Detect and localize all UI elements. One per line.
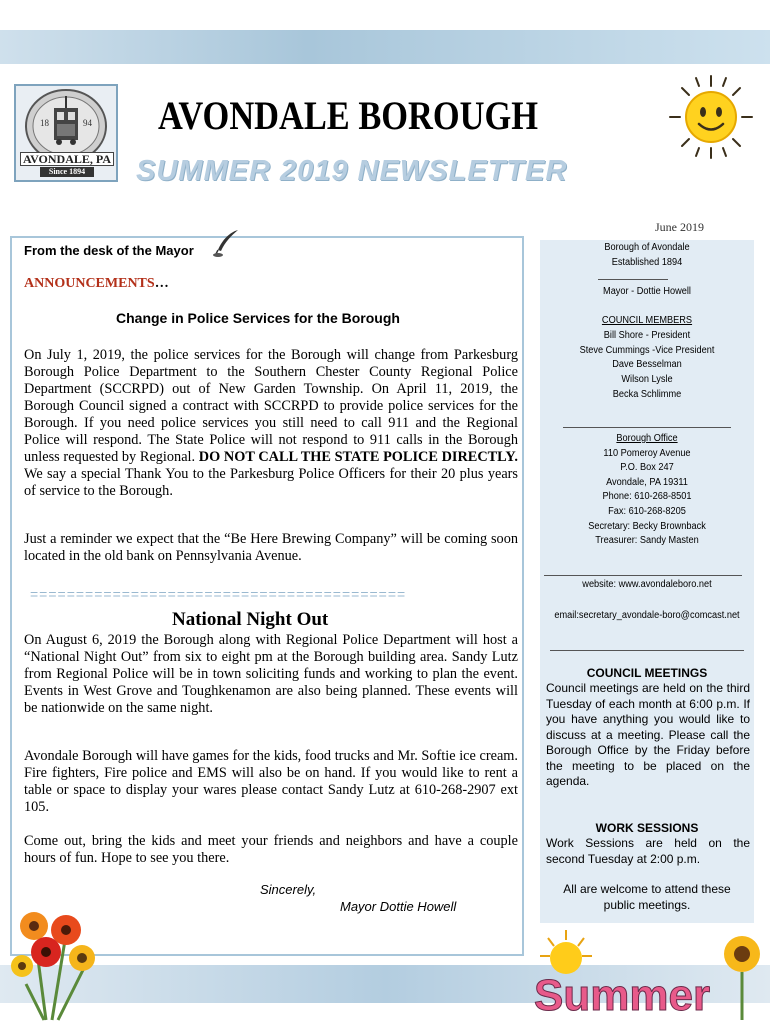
sun-icon <box>666 72 756 162</box>
council-member: Becka Schlimme <box>612 389 682 400</box>
svg-text:94: 94 <box>83 118 92 128</box>
sidebar-rule <box>550 650 744 651</box>
mayor-line: Mayor - Dottie Howell <box>603 286 691 297</box>
issue-date: June 2019 <box>655 220 704 234</box>
welcome-line: public meetings. <box>603 898 691 912</box>
newsletter-subtitle: SUMMER 2019 NEWSLETTER <box>136 155 568 187</box>
work-sessions-text: Work Sessions are held on the second Tuesday at 2:00 p.m. <box>546 836 750 866</box>
borough-logo <box>14 84 118 182</box>
council-meetings-text: Council meetings are held on the third Tuesday of each month at 6:00 p.m. If you have anything you would like to discuss at a meeting. Please call the Borough Office by the Friday before the meeting to be placed on the agenda. <box>546 681 750 788</box>
brewery-paragraph: Just a reminder we expect that the “Be Here Brewing Company” will be coming soon located in the old bank on Pennsylvania Avenue. <box>24 531 518 564</box>
section-divider: ========================================= <box>30 586 407 602</box>
council-heading: COUNCIL MEMBERS <box>601 315 693 326</box>
established: Established 1894 <box>611 257 683 268</box>
office-line: Secretary: Becky Brownback <box>588 521 706 532</box>
org-name: Borough of Avondale <box>604 242 690 253</box>
flower-bouquet-icon <box>6 904 110 1022</box>
sidebar-rule <box>598 279 668 280</box>
signature: Mayor Dottie Howell <box>340 899 457 914</box>
police-paragraph: On July 1, 2019, the police services for the Borough will change from Parkesburg Borough Police Department to the Southern Chester County Regional Police Department (SCCRPD) out of New Garden Township. On April 11, 2019, the Borough Council signed a contract with SCCRPD to provide police services for the Borough. If you need police services you still need to call 911 and the Regional Police will respond. The State Police will not respond to 911 calls in the Borough unless requested by Regional. DO NOT CALL THE STATE POLICE DIRECTLY. We say a special Thank You to the Parkesburg Police Officers for their 20 plus years of service to the Borough. <box>24 347 518 499</box>
office-line: Phone: 610-268-8501 <box>602 491 692 502</box>
email[interactable]: email:secretary_avondale-boro@comcast.net <box>554 610 740 621</box>
website[interactable]: website: www.avondaleboro.net <box>582 579 712 590</box>
police-change-heading: Change in Police Services for the Borough <box>116 310 400 326</box>
logo-name: AVONDALE, PA <box>20 152 114 166</box>
nno-paragraph-2: Avondale Borough will have games for the kids, food trucks and Mr. Softie ice cream. Fire fighters, Fire police and EMS will also be on hand. If you would like to rent a table or space to display your wares please contact Sandy Lutz at 610-268-2907 ext 105. <box>24 748 518 815</box>
nno-paragraph-3: Come out, bring the kids and meet your friends and neighbors and have a couple hours of fun. Hope to see you there. <box>24 833 518 866</box>
nno-paragraph-1: On August 6, 2019 the Borough along with Regional Police Department will host a “National Night Out” from six to eight pm at the Borough building area. Sandy Lutz from Regional Police will be in town soliciting funds and working to plan the event. Events in West Grove and Toughkenamon are also being planned. These events will be nationwide on the same night. <box>24 632 518 716</box>
logo-since: Since 1894 <box>40 167 94 177</box>
svg-text:Summer: Summer <box>534 971 711 1020</box>
office-line: Avondale, PA 19311 <box>606 477 688 488</box>
council-meetings-heading: COUNCIL MEETINGS <box>586 666 708 680</box>
welcome-line: All are welcome to attend these <box>563 882 731 896</box>
council-member: Dave Besselman <box>612 359 682 370</box>
newsletter-title: AVONDALE BOROUGH <box>158 93 538 138</box>
sidebar-rule <box>563 427 731 428</box>
mayor-desk-heading: From the desk of the Mayor <box>24 243 194 258</box>
closing: Sincerely, <box>260 882 317 897</box>
national-night-out-heading: National Night Out <box>172 609 329 630</box>
quill-pen-icon <box>212 228 240 258</box>
warning-text: DO NOT CALL THE STATE POLICE DIRECTLY. <box>198 449 518 465</box>
svg-text:18: 18 <box>40 118 49 128</box>
summer-art-icon <box>526 924 770 1024</box>
office-line: 110 Pomeroy Avenue <box>603 448 691 459</box>
header-band <box>0 30 770 64</box>
office-line: Treasurer: Sandy Masten <box>595 535 699 546</box>
office-heading: Borough Office <box>616 433 678 444</box>
office-line: Fax: 610-268-8205 <box>608 506 686 517</box>
council-member: Bill Shore - President <box>603 330 691 341</box>
council-member: Wilson Lysle <box>621 374 673 385</box>
council-member: Steve Cummings -Vice President <box>579 345 715 356</box>
announcements-label: ANNOUNCEMENTS… <box>24 276 169 291</box>
office-line: P.O. Box 247 <box>620 462 674 473</box>
sidebar-rule <box>544 575 742 576</box>
work-sessions-heading: WORK SESSIONS <box>595 821 699 835</box>
